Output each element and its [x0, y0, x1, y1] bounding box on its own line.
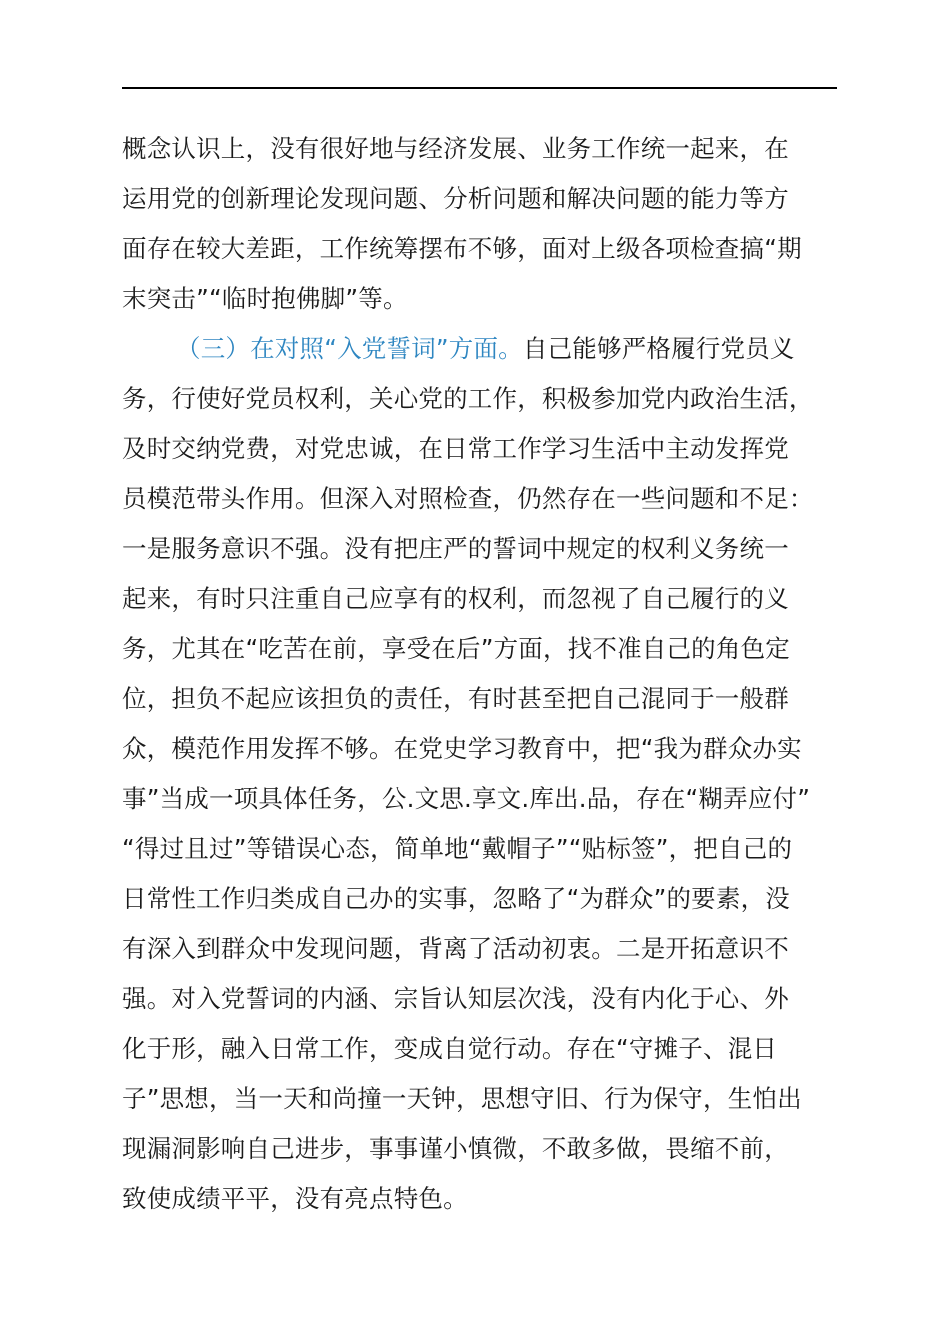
- text-line: 务，尤其在“吃苦在前，享受在后”方面，找不准自己的角色定: [122, 634, 790, 663]
- text-line: 子”思想，当一天和尚撞一天钟，思想守旧、行为保守，生怕出: [122, 1084, 802, 1113]
- text-line: “得过且过”等错误心态，简单地“戴帽子”“贴标签”，把自己的: [122, 834, 793, 863]
- text-line: 一是服务意识不强。没有把庄严的誓词中规定的权利义务统一: [122, 534, 789, 563]
- text-line: 致使成绩平平，没有亮点特色。: [122, 1184, 468, 1213]
- document-body: [122, 124, 842, 1224]
- text-line: 事”当成一项具体任务，公.文思.享文.库出.品，存在“糊弄应付”: [122, 784, 811, 813]
- section-3-heading: （三）在对照“入党誓词”方面。: [176, 334, 523, 363]
- text-line: 员模范带头作用。但深入对照检查，仍然存在一些问题和不足：: [122, 484, 814, 513]
- section-3-first-line: [122, 324, 842, 374]
- text-line: 面存在较大差距，工作统筹摆布不够，面对上级各项检查搞“期: [122, 234, 802, 263]
- text-line: 现漏洞影响自己进步，事事谨小慎微，不敢多做，畏缩不前，: [122, 1134, 789, 1163]
- section-3-first-line-rest: 自己能够严格履行党员义: [522, 334, 795, 363]
- text-line: 及时交纳党费，对党忠诚，在日常工作学习生活中主动发挥党: [122, 434, 789, 463]
- text-line: 运用党的创新理论发现问题、分析问题和解决问题的能力等方: [122, 184, 789, 213]
- text-line: 概念认识上，没有很好地与经济发展、业务工作统一起来，在: [122, 134, 789, 163]
- text-line: 日常性工作归类成自己办的实事，忽略了“为群众”的要素，没: [122, 884, 790, 913]
- text-line: 众，模范作用发挥不够。在党史学习教育中，把“我为群众办实: [122, 734, 802, 763]
- header-rule: [122, 87, 837, 89]
- text-line: 末突击”“临时抱佛脚”等。: [122, 284, 408, 313]
- text-line: 化于形，融入日常工作，变成自觉行动。存在“守摊子、混日: [122, 1034, 778, 1063]
- text-line: 起来，有时只注重自己应享有的权利，而忽视了自己履行的义: [122, 584, 789, 613]
- text-line: 务，行使好党员权利，关心党的工作，积极参加党内政治生活，: [122, 384, 814, 413]
- text-line: 有深入到群众中发现问题，背离了活动初衷。二是开拓意识不: [122, 934, 789, 963]
- text-line: 强。对入党誓词的内涵、宗旨认知层次浅，没有内化于心、外: [122, 984, 789, 1013]
- text-line: 位，担负不起应该担负的责任，有时甚至把自己混同于一般群: [122, 684, 789, 713]
